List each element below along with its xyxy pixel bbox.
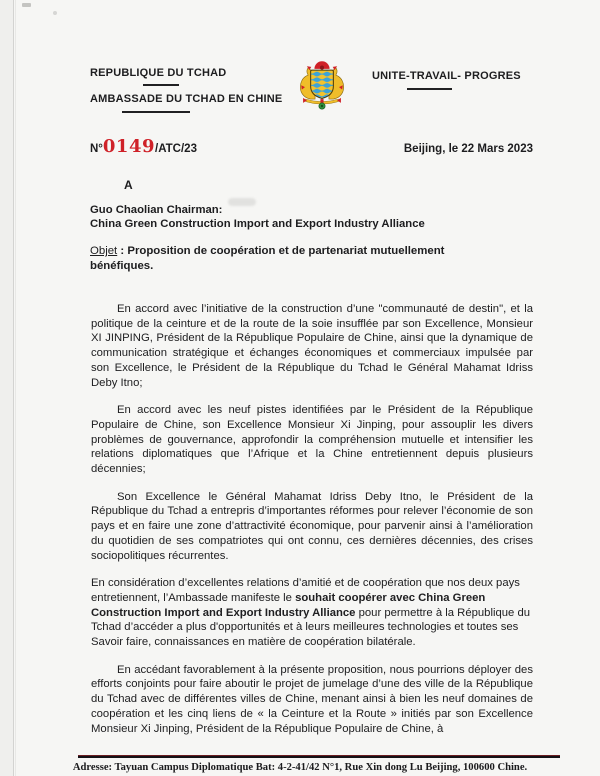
text-segment: pour permettre à la République du Tchad d’accéder a plus d'opportunités et à leurs meilleures technologies et toutes ses Savoir faire, connaissances en matière de coopération bilatérale. — [91, 606, 531, 649]
chad-coat-of-arms — [284, 60, 360, 118]
recipient-block — [90, 203, 425, 231]
text-segment: En accord avec les neuf pistes identifiées par le Président de la République Populaire de Chine, son Excellence Monsieur Xi Jinping, pour assouplir les divers problèmes de gouvernance, approfondir la compréhension mutuelle et intensifier les relations diplomatiques que l’Afrique et la Chine entretiennent depuis plusieurs décennies; — [91, 404, 533, 476]
paragraph — [91, 403, 533, 477]
text-segment: : — [117, 245, 128, 257]
letterhead-left — [90, 67, 282, 113]
salutation: A — [124, 178, 133, 192]
national-motto: UNITE-TRAVAIL- PROGRES — [372, 70, 521, 82]
country-name: REPUBLIQUE DU TCHAD — [90, 67, 227, 79]
reference-suffix: /ATC/23 — [155, 143, 197, 155]
scan-edge-strip — [0, 0, 14, 776]
recipient-name: Guo Chaolian Chairman: — [90, 204, 223, 216]
embassy-name: AMBASSADE DU TCHAD EN CHINE — [90, 93, 283, 105]
recipient-organization: China Green Construction Import and Export Industry Alliance — [90, 218, 425, 230]
text-segment: En accord avec l’initiative de la construction d’une "communauté de destin", et la politique de la ceinture et de la route de la soie insufflée par son Excellence, Monsieur XI JINPING, Président de la République Populaire de Chine, ainsi que la dynamique de communication stratégique et échanges économiques et commerciaux impulsée par son Excellence, le Président de la République du Tchad le Général Mahamat Idriss Deby Itno; — [91, 303, 533, 389]
text-segment: Objet — [90, 245, 118, 257]
text-segment: souhait coopérer avec China Green Construction Import and Export Industry Alliance — [91, 591, 486, 619]
paragraph — [91, 663, 533, 737]
letterhead-right — [372, 70, 521, 90]
subject-line — [90, 244, 504, 274]
text-segment: En accédant favorablement à la présente proposition, nous pourrions déployer des efforts conjoints pour faire aboutir le projet de jumelage d’une des ville de la République du Tchad avec de différentes villes de Chine, menant ainsi à bien les neuf domaines de coopération et les cinq liens de « la Ceinture et la Route » initiés par son Excellence Monsieur Xi Jinping, Président de la République Populaire de Chine, à — [91, 663, 533, 735]
paragraph — [91, 490, 533, 564]
divider — [143, 84, 179, 86]
footer-address: Adresse: Tayuan Campus Diplomatique Bat: 4-2-41/42 N°1, Rue Xin dong Lu Beijing, 100600 Chine. — [72, 762, 528, 773]
scan-artifact — [53, 11, 57, 15]
text-segment: Son Excellence le Général Mahamat Idriss Deby Itno, le Président de la République du Tchad a entrepris d’importantes réformes pour relever l’économie de son pays et en faire une zone d’attractivité économique, pour parvenir ainsi à l’amélioration du quotidien de ses compatriotes qui ont connu, ces dernières décennies, des crises sociopolitiques récurrentes. — [91, 490, 533, 562]
footer-divider — [78, 755, 560, 758]
reference-number-line — [90, 136, 197, 157]
divider — [122, 111, 190, 113]
divider — [407, 88, 452, 90]
letter-date: Beijing, le 22 Mars 2023 — [403, 143, 533, 155]
reference-row — [90, 136, 533, 157]
paragraph — [91, 302, 533, 390]
paragraph — [91, 576, 533, 650]
scan-edge-line — [15, 0, 16, 776]
text-segment: Proposition de coopération et de partenariat mutuellement bénéfiques. — [90, 245, 445, 272]
reference-number: 0149 — [102, 136, 156, 157]
reference-prefix: N° — [90, 143, 103, 155]
text-segment: En considération d’excellentes relations d’amitié et de coopération que nos deux pays entretiennent, l’Ambassade manifeste le — [91, 577, 520, 604]
letter-body — [91, 302, 533, 749]
scan-artifact — [22, 3, 31, 7]
